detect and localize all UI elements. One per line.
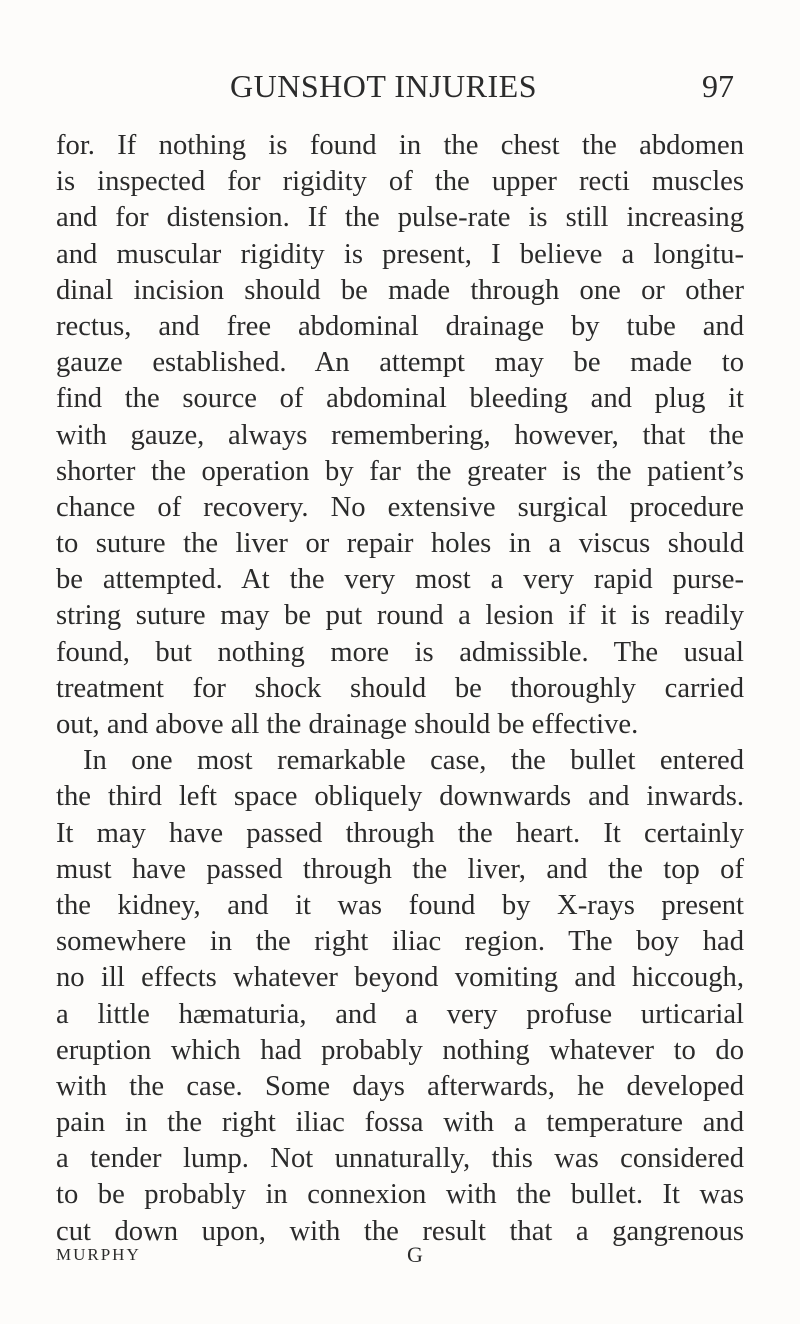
text-line: string suture may be put round a lesion if it is readily bbox=[56, 600, 744, 632]
page-number: 97 bbox=[702, 68, 734, 104]
text-line: eruption which had probably nothing whatever to do bbox=[56, 1034, 744, 1066]
paragraph bbox=[56, 743, 744, 1250]
text-line: rectus, and free abdominal drainage by tube and bbox=[56, 310, 744, 342]
text-line: It may have passed through the heart. It certainly bbox=[56, 817, 744, 849]
text-line: cut down upon, with the result that a gangrenous bbox=[56, 1215, 744, 1247]
text-line: a little hæmaturia, and a very profuse urticarial bbox=[56, 998, 744, 1030]
signature-mark: MURPHY bbox=[56, 1245, 141, 1264]
text-line: somewhere in the right iliac region. The boy had bbox=[56, 926, 744, 958]
running-head: GUNSHOT INJURIES bbox=[230, 68, 537, 104]
page-header bbox=[56, 66, 744, 106]
text-line: to suture the liver or repair holes in a viscus should bbox=[56, 528, 744, 560]
text-line: is inspected for rigidity of the upper recti muscles bbox=[56, 166, 744, 198]
text-line: no ill effects whatever beyond vomiting and hiccough, bbox=[56, 962, 744, 994]
text-line: and for distension. If the pulse-rate is still increasing bbox=[56, 202, 744, 234]
text-line: a tender lump. Not unnaturally, this was considered bbox=[56, 1143, 744, 1175]
text-line: and muscular rigidity is present, I believe a longitu- bbox=[56, 238, 744, 270]
text-line: the third left space obliquely downwards and inwards. bbox=[56, 781, 744, 813]
text-line: to be probably in connexion with the bullet. It was bbox=[56, 1179, 744, 1211]
text-line: shorter the operation by far the greater is the patient’s bbox=[56, 455, 744, 487]
text-line: find the source of abdominal bleeding and plug it bbox=[56, 383, 744, 415]
text-line: pain in the right iliac fossa with a temperature and bbox=[56, 1107, 744, 1139]
text-line: treatment for shock should be thoroughly carried bbox=[56, 672, 744, 704]
text-line: must have passed through the liver, and the top of bbox=[56, 853, 744, 885]
text-line: the kidney, and it was found by X-rays present bbox=[56, 889, 744, 921]
paragraph bbox=[56, 128, 744, 743]
sheet-mark: G bbox=[407, 1242, 423, 1267]
text-line: gauze established. An attempt may be made to bbox=[56, 347, 744, 379]
page-footer bbox=[56, 1240, 744, 1270]
body-text bbox=[56, 128, 744, 1250]
text-line: for. If nothing is found in the chest the abdomen bbox=[56, 130, 744, 161]
text-line: In one most remarkable case, the bullet entered bbox=[83, 745, 744, 777]
text-line: with the case. Some days afterwards, he developed bbox=[56, 1070, 744, 1102]
text-line: be attempted. At the very most a very rapid purse- bbox=[56, 564, 744, 596]
text-line: dinal incision should be made through one or other bbox=[56, 274, 744, 306]
text-line: chance of recovery. No extensive surgical procedure bbox=[56, 491, 744, 523]
text-line: out, and above all the drainage should be effective. bbox=[56, 709, 639, 740]
text-line: found, but nothing more is admissible. The usual bbox=[56, 636, 744, 668]
text-line: with gauze, always remembering, however, that the bbox=[56, 419, 744, 451]
